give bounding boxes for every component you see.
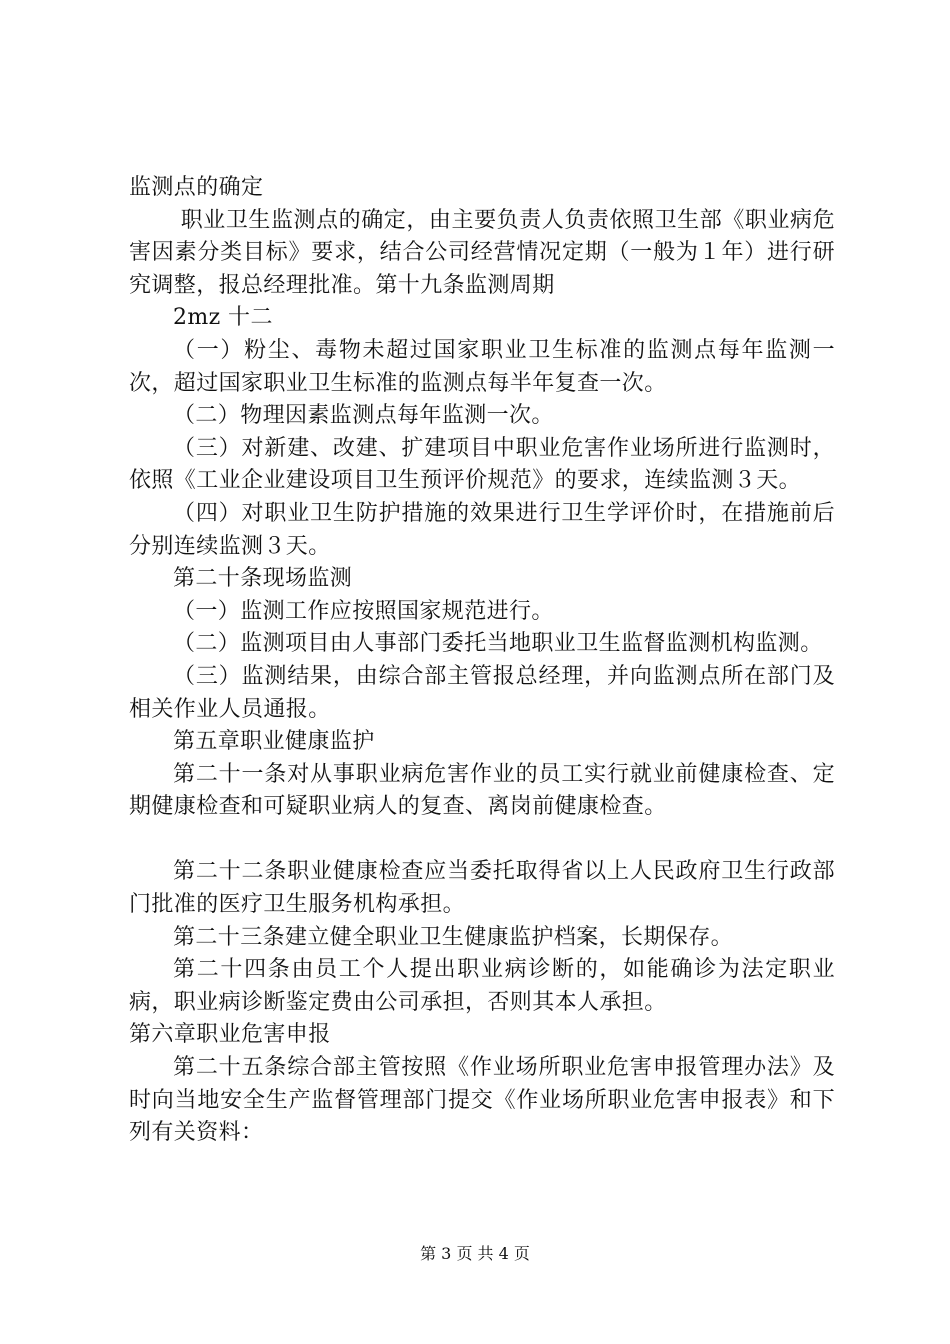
paragraph-article-20-item-2: （二）监测项目由人事部门委托当地职业卫生监督监测机构监测。: [173, 631, 823, 657]
paragraph-article-20: 第二十条现场监测: [173, 566, 353, 592]
paragraph-article-20-item-3: （三）监测结果，由综合部主管报总经理，并向监测点所在部门及相关作业人员通报。: [129, 663, 835, 722]
paragraph-fragment: 2mz 十二: [173, 305, 273, 331]
paragraph-article-24: 第二十四条由员工个人提出职业病诊断的，如能确诊为法定职业病，职业病诊断鉴定费由公司承担，否则其本人承担。: [129, 957, 835, 1015]
page-number-label: 第 3 页 共 4 页: [420, 1244, 530, 1263]
paragraph-monitoring-point-determination: 职业卫生监测点的确定，由主要负责人负责依照卫生部《职业病危害因素分类目标》要求，结合公司经营情况定期（一般为１年）进行研究调整，报总经理批准。第十九条监测周期: [129, 207, 835, 298]
paragraph-chapter-5-heading: 第五章职业健康监护: [173, 729, 375, 755]
blank-line: [129, 824, 835, 857]
page-footer: [0, 1244, 950, 1264]
paragraph-article-20-item-1: （一）监测工作应按照国家规范进行。: [173, 598, 554, 624]
paragraph-article-25: 第二十五条综合部主管按照《作业场所职业危害申报管理办法》及时向当地安全生产监督管理部门提交《作业场所职业危害申报表》和下列有关资料：: [129, 1055, 835, 1146]
paragraph-article-22: 第二十二条职业健康检查应当委托取得省以上人民政府卫生行政部门批准的医疗卫生服务机构承担。: [129, 859, 835, 918]
paragraph-item-3: （三）对新建、改建、扩建项目中职业危害作业场所进行监测时，依照《工业企业建设项目卫生预评价规范》的要求，连续监测３天。: [129, 435, 835, 494]
paragraph-item-1: （一）粉尘、毒物未超过国家职业卫生标准的监测点每年监测一次，超过国家职业卫生标准的监测点每半年复查一次。: [129, 337, 835, 396]
paragraph-article-21: 第二十一条对从事职业病危害作业的员工实行就业前健康检查、定期健康检查和可疑职业病人的复查、离岗前健康检查。: [129, 761, 835, 820]
paragraph-article-23: 第二十三条建立健全职业卫生健康监护档案，长期保存。: [173, 924, 734, 950]
document-body: [129, 172, 835, 1150]
paragraph-monitoring-point-heading: 监测点的确定: [129, 175, 264, 200]
paragraph-item-2: （二）物理因素监测点每年监测一次。: [173, 403, 554, 429]
paragraph-item-4: （四）对职业卫生防护措施的效果进行卫生学评价时，在措施前后分别连续监测３天。: [129, 500, 835, 559]
paragraph-chapter-6-heading: 第六章职业危害申报: [129, 1022, 331, 1048]
